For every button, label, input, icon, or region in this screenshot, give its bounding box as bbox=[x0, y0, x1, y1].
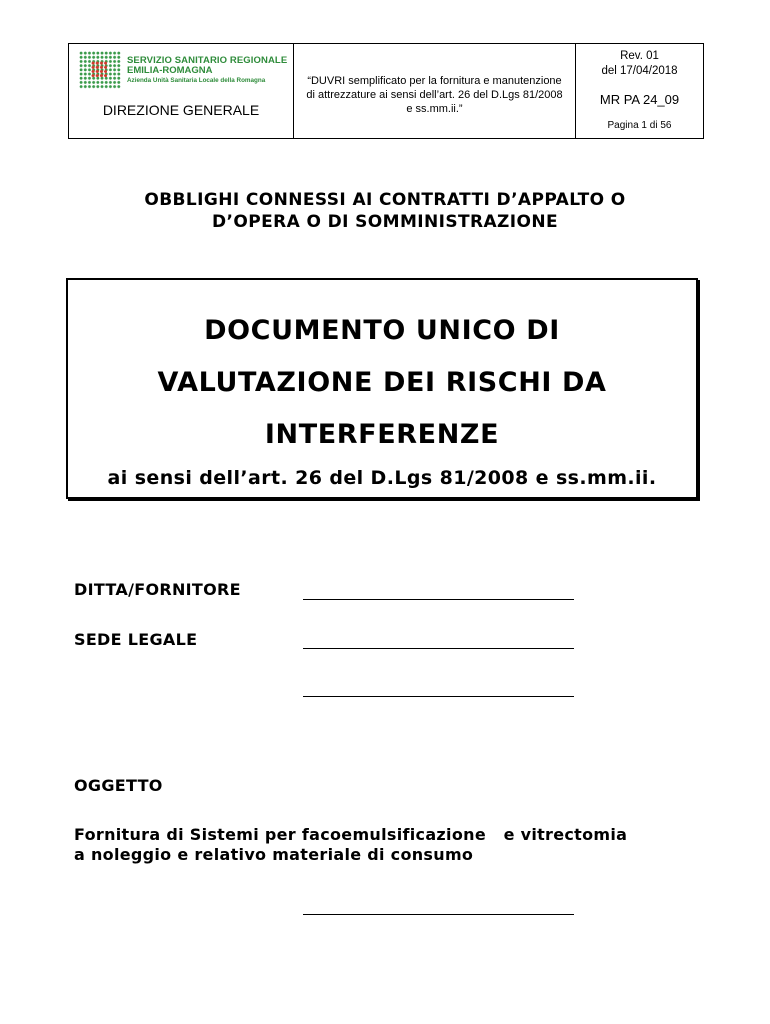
oggetto-label: OGGETTO bbox=[74, 776, 163, 795]
ditta-label: DITTA/FORNITORE bbox=[74, 580, 241, 599]
logo-cell bbox=[69, 44, 294, 139]
obligations-heading bbox=[60, 189, 710, 233]
logo-line-3: Azienda Unità Sanitaria Locale della Romagna bbox=[127, 76, 266, 84]
revision-date: del 17/04/2018 bbox=[601, 65, 678, 77]
obligations-line-1: OBBLIGHI CONNESSI AI CONTRATTI D’APPALTO O bbox=[144, 190, 626, 210]
sede-blank-line-2 bbox=[303, 696, 574, 697]
oggetto-text: Fornitura di Sistemi per facoemulsificazione e vitrectomia a noleggio e relativo materiale di consumo bbox=[74, 825, 628, 864]
logo-line-2: EMILIA-ROMAGNA bbox=[127, 64, 213, 76]
document-header bbox=[68, 43, 704, 139]
ditta-blank-line bbox=[303, 599, 574, 600]
title-subtitle: ai sensi dell’art. 26 del D.Lgs 81/2008 e ss.mm.ii. bbox=[107, 467, 657, 489]
dot-grid-logo-icon bbox=[79, 51, 121, 89]
page-number: Pagina 1 di 56 bbox=[607, 120, 672, 131]
revision-number: Rev. 01 bbox=[620, 50, 659, 62]
document-code: MR PA 24_09 bbox=[599, 92, 680, 107]
title-line-1: DOCUMENTO UNICO DI bbox=[204, 315, 560, 346]
title-line-3: INTERFERENZE bbox=[264, 419, 500, 450]
oggetto-blank-line bbox=[303, 914, 574, 915]
sede-label: SEDE LEGALE bbox=[74, 630, 198, 649]
organization-logo bbox=[79, 51, 287, 89]
logo-line-1: SERVIZIO SANITARIO REGIONALE bbox=[127, 54, 288, 66]
subject-cell bbox=[294, 44, 576, 139]
document-title bbox=[68, 305, 696, 461]
sede-blank-line bbox=[303, 648, 574, 649]
document-subject: “DUVRI semplificato per la fornitura e manutenzione di attrezzature ai sensi dell’art. 26 del D.Lgs 81/2008 e ss.mm.ii.” bbox=[306, 75, 563, 115]
title-box bbox=[66, 278, 698, 499]
obligations-line-2: D’OPERA O DI SOMMINISTRAZIONE bbox=[211, 212, 559, 232]
department-name: DIREZIONE GENERALE bbox=[102, 102, 260, 118]
title-line-2: VALUTAZIONE DEI RISCHI DA bbox=[157, 367, 607, 398]
revision-cell bbox=[576, 44, 704, 139]
